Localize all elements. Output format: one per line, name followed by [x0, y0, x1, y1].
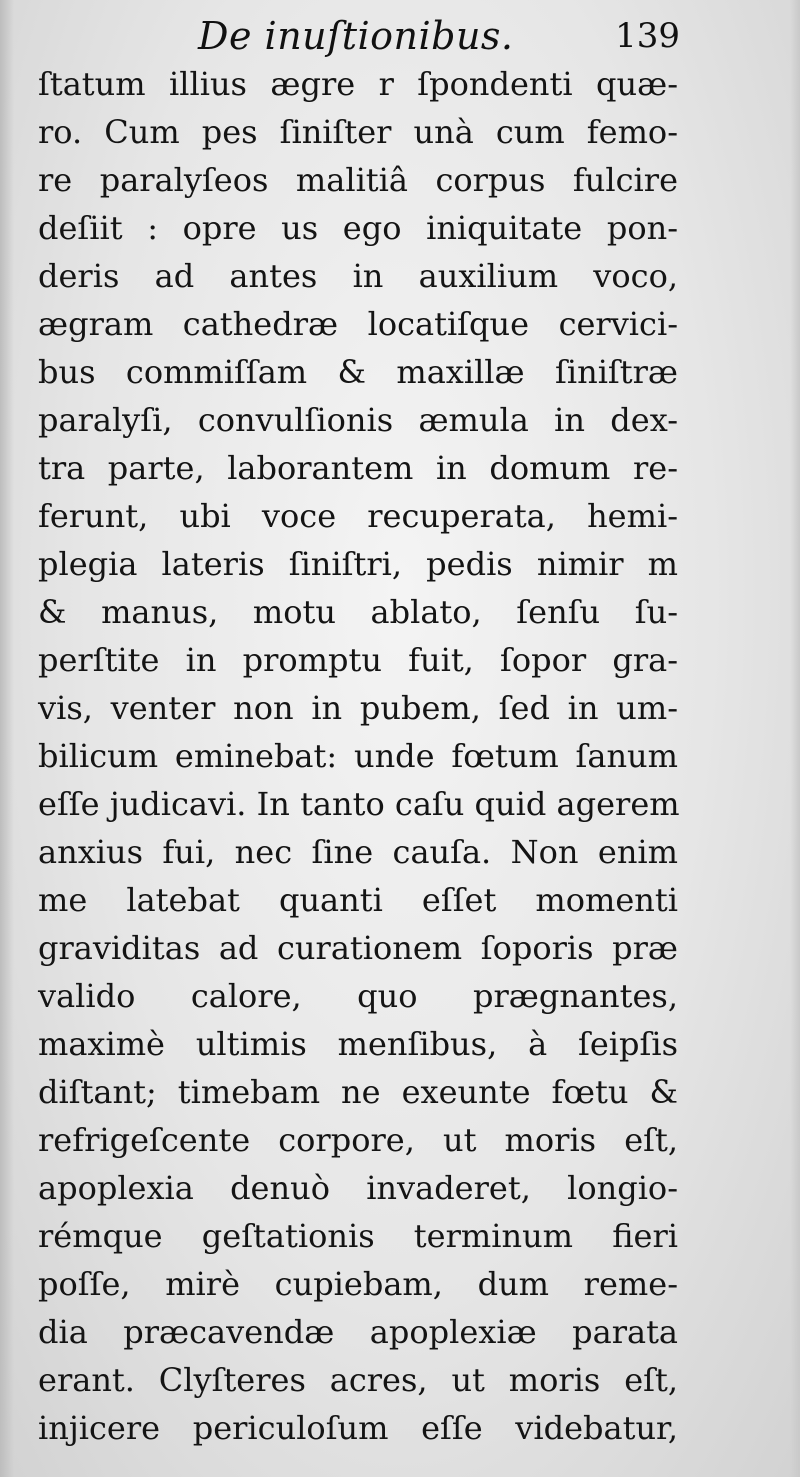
text-line: perſtite in promptu fuit, ſopor gra- — [38, 641, 678, 679]
page-edge-shadow-right — [790, 0, 800, 1477]
text-line: poſſe, mirè cupiebam, dum reme- — [38, 1265, 678, 1303]
text-line: diſtant; timebam ne exeunte fœtu & — [38, 1073, 678, 1111]
text-line: injicere periculoſum eſſe videbatur, — [38, 1409, 678, 1447]
page-edge-shadow-left — [0, 0, 14, 1477]
text-line: vis, venter non in pubem, ſed in um- — [38, 689, 678, 727]
text-line: erant. Clyſteres acres, ut moris eſt, — [38, 1361, 678, 1399]
text-line: & manus, motu ablato, ſenſu ſu- — [38, 593, 678, 631]
text-line: eſſe judicavi. In tanto caſu quid agerem — [38, 785, 680, 823]
text-line: ſtatum illius ægre r ſpondenti quæ- — [38, 65, 678, 103]
text-line: dia præcavendæ apoplexiæ parata — [38, 1313, 678, 1351]
text-line: deſiit : opre us ego iniquitate pon- — [38, 209, 678, 247]
text-line: graviditas ad curationem ſoporis præ — [38, 929, 678, 967]
text-line: valido calore, quo prægnantes, — [38, 977, 678, 1015]
text-line: refrigeſcente corpore, ut moris eſt, — [38, 1121, 678, 1159]
text-line: apoplexia denuò invaderet, longio- — [38, 1169, 678, 1207]
text-line: ægram cathedræ locatiſque cervici- — [38, 305, 678, 343]
text-line: plegia lateris ſiniſtri, pedis nimir m — [38, 545, 678, 583]
text-line: bus commiſſam & maxillæ ſiniſtræ — [38, 353, 678, 391]
running-head: De inuſtionibus. — [198, 14, 514, 58]
text-line: me latebat quanti eſſet momenti — [38, 881, 678, 919]
text-line: anxius fui, nec ſine cauſa. Non enim — [38, 833, 678, 871]
text-line: ro. Cum pes ſiniſter unà cum femo- — [38, 113, 678, 151]
text-line: paralyſi, convulſionis æmula in dex- — [38, 401, 678, 439]
text-line: deris ad antes in auxilium voco, — [38, 257, 678, 295]
page-number: 139 — [615, 16, 680, 56]
text-line: rémque geſtationis terminum fieri — [38, 1217, 678, 1255]
text-line: re paralyſeos malitiâ corpus fulcire — [38, 161, 678, 199]
body-text — [38, 60, 678, 1452]
text-line: ferunt, ubi voce recuperata, hemi- — [38, 497, 678, 535]
text-line: tra parte, laborantem in domum re- — [38, 449, 678, 487]
text-line: maximè ultimis menſibus, à ſeipſis — [38, 1025, 678, 1063]
text-line: bilicum eminebat: unde fœtum ſanum — [38, 737, 678, 775]
